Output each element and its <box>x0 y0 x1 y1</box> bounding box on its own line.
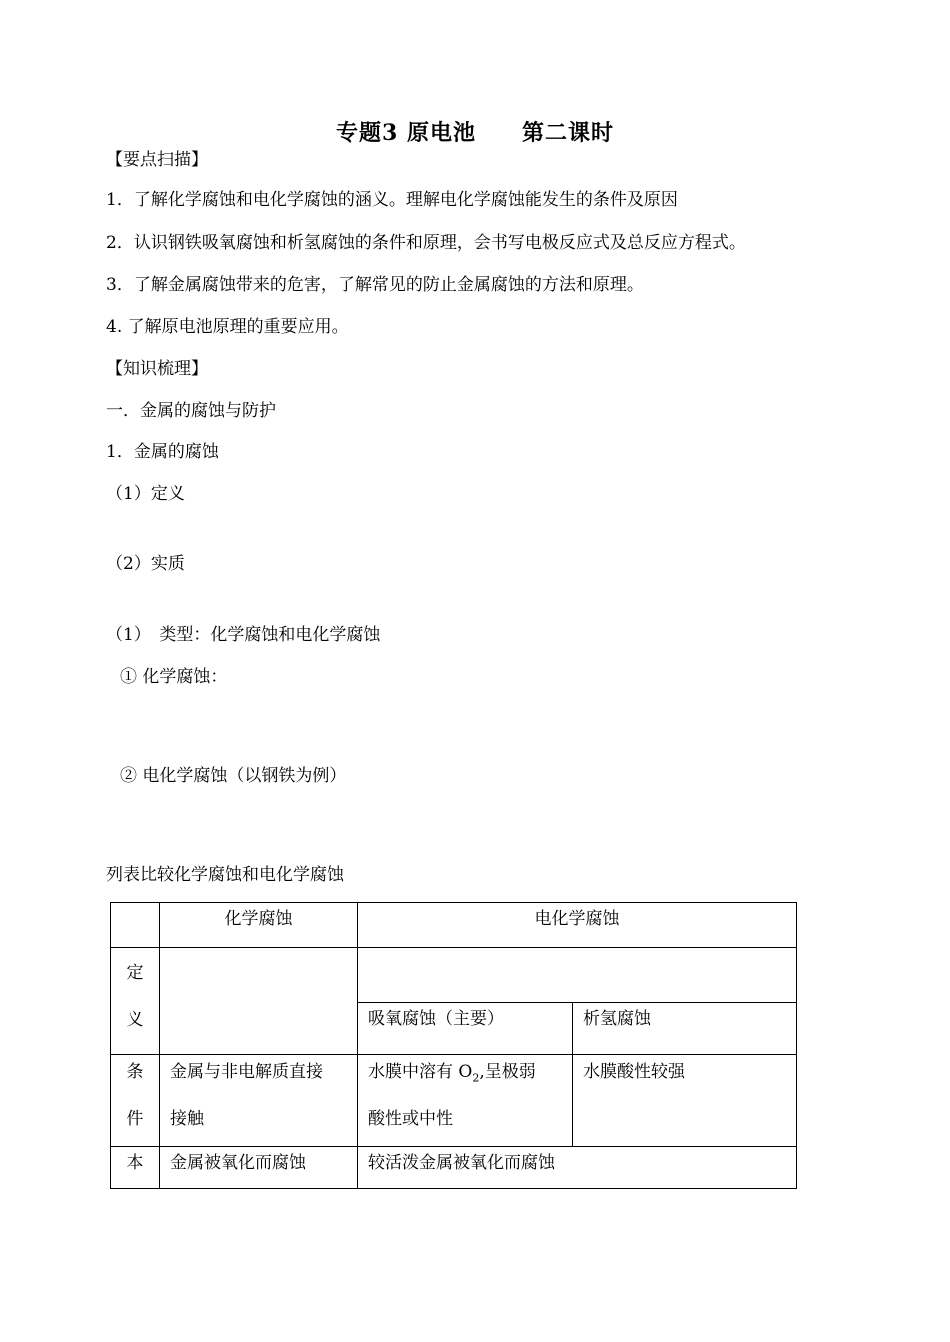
row-header-definition-char-1: 定 <box>126 963 144 983</box>
comparison-table <box>110 902 797 1189</box>
item-type: （1） 类型：化学腐蚀和电化学腐蚀 <box>106 625 381 645</box>
part-heading-corrosion: 一．金属的腐蚀与防护 <box>106 401 276 421</box>
item-essence: （2）实质 <box>106 554 185 574</box>
electrochemical-corrosion-label: ② 电化学腐蚀（以钢铁为例） <box>120 766 347 786</box>
key-point-3: 3．了解金属腐蚀带来的危害，了解常见的防止金属腐蚀的方法和原理。 <box>106 275 644 295</box>
electrochemical-essence-cell: 较活泼金属被氧化而腐蚀 <box>358 1147 797 1189</box>
table-row-conditions <box>111 1055 797 1147</box>
table-corner-cell <box>111 903 160 948</box>
row-header-conditions-char-2: 件 <box>126 1109 144 1129</box>
chemical-conditions-line-1: 金属与非电解质直接 <box>170 1062 323 1082</box>
table-row-essence <box>111 1147 797 1189</box>
row-header-conditions <box>111 1055 160 1147</box>
oxygen-absorption-conditions-cell <box>358 1055 573 1147</box>
key-point-4: 4. 了解原电池原理的重要应用。 <box>106 317 349 337</box>
table-header-row <box>111 903 797 948</box>
chemical-corrosion-label: ① 化学腐蚀： <box>120 667 228 687</box>
oxygen-absorption-conditions-line-2: 酸性或中性 <box>368 1109 453 1130</box>
oxygen-conditions-text-b: ,呈极弱 <box>479 1062 536 1082</box>
oxygen-subscript: 2 <box>472 1071 480 1085</box>
oxygen-absorption-conditions-line-1 <box>368 1064 562 1083</box>
chemical-conditions-cell <box>160 1055 358 1147</box>
page-title: 专题3 原电池 第二课时 <box>336 120 614 146</box>
item-definition: （1）定义 <box>106 484 185 504</box>
table-row-definition-top <box>111 948 797 1003</box>
row-header-definition-char-2: 义 <box>126 1010 144 1030</box>
sub-heading-metal-corrosion: 1．金属的腐蚀 <box>106 442 219 462</box>
row-header-definition <box>111 948 160 1055</box>
header-chemical-corrosion: 化学腐蚀 <box>160 903 358 948</box>
table-caption: 列表比较化学腐蚀和电化学腐蚀 <box>106 865 344 885</box>
chemical-conditions-line-2: 接触 <box>170 1109 204 1129</box>
section-heading-knowledge: 【知识梳理】 <box>106 359 208 379</box>
row-header-essence: 本 <box>111 1147 160 1189</box>
chemical-definition-cell <box>160 948 358 1055</box>
key-point-2: 2．认识钢铁吸氧腐蚀和析氢腐蚀的条件和原理，会书写电极反应式及总反应方程式。 <box>106 233 746 253</box>
chemical-essence-cell: 金属被氧化而腐蚀 <box>160 1147 358 1189</box>
hydrogen-evolution-label: 析氢腐蚀 <box>573 1003 797 1055</box>
section-heading-key-points: 【要点扫描】 <box>106 150 208 170</box>
oxygen-conditions-text-a: 水膜中溶有 O <box>368 1062 473 1082</box>
key-point-1: 1．了解化学腐蚀和电化学腐蚀的涵义。理解电化学腐蚀能发生的条件及原因 <box>106 190 678 210</box>
electrochemical-definition-cell <box>358 948 797 1003</box>
oxygen-absorption-label: 吸氧腐蚀（主要） <box>358 1003 573 1055</box>
row-header-conditions-char-1: 条 <box>126 1062 144 1082</box>
hydrogen-evolution-conditions-cell: 水膜酸性较强 <box>573 1055 797 1147</box>
header-electrochemical-corrosion: 电化学腐蚀 <box>358 903 797 948</box>
